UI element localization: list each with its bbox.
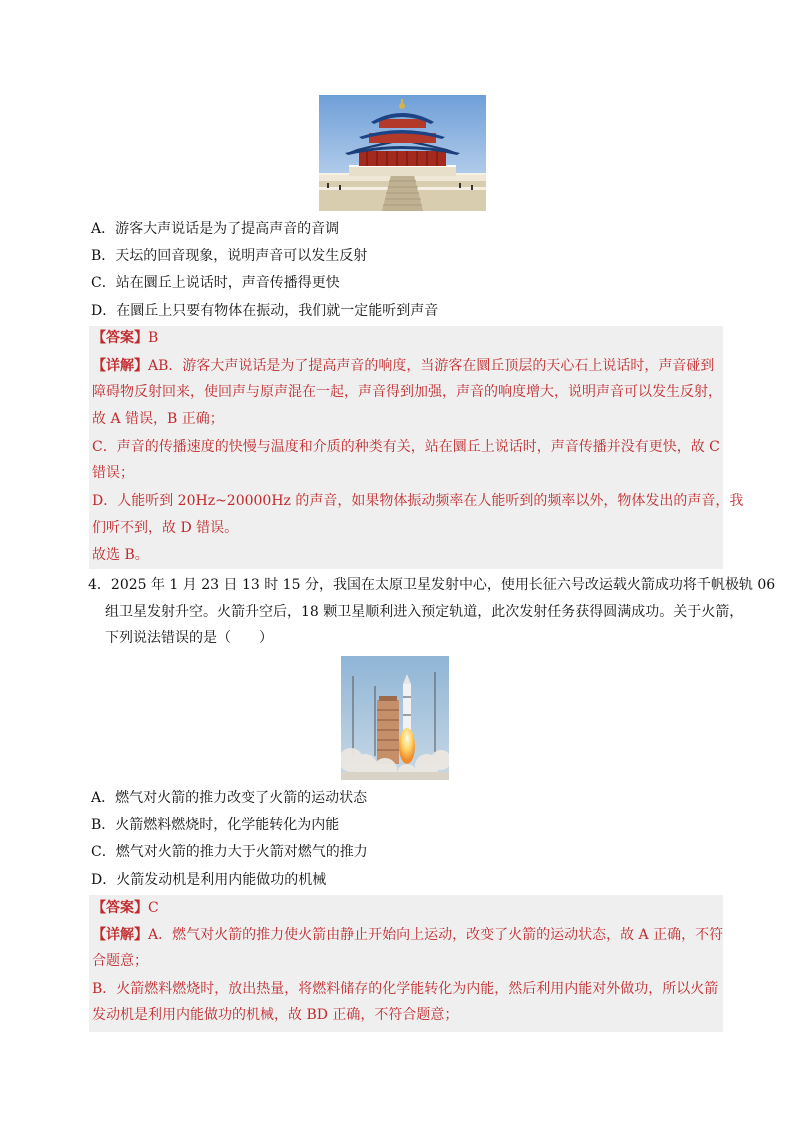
q3-answer-tag: 【答案】: [92, 330, 148, 346]
rocket-launch-photo: [341, 656, 449, 780]
q3-detail-line-2: 障碍物反射回来，使回声与原声混在一起，声音得到加强，声音的响度增大，说明声音可以发生反射，: [92, 384, 722, 400]
q3-detail-line-7: 们听不到，故 D 错误。: [92, 520, 239, 536]
q3-detail-line-6: D．人能听到 20Hz~20000Hz 的声音，如果物体振动频率在人能听到的频率以外，物体发出的声音，我: [92, 493, 744, 509]
q3-answer-value: B: [148, 330, 159, 346]
q3-detail-tag: 【详解】: [92, 358, 148, 374]
q3-answer-line: [92, 329, 158, 347]
q4-stem-line-2: 组卫星发射升空。火箭升空后，18 颗卫星顺利进入预定轨道，此次发射任务获得圆满成功。关于火箭，: [105, 604, 744, 620]
q4-option-d: D．火箭发动机是利用内能做功的机械: [91, 872, 327, 888]
q3-detail-line-1: [92, 357, 714, 375]
q3-option-b: B．天坛的回音现象，说明声音可以发生反射: [91, 248, 368, 264]
q3-detail-line-3: 故 A 错误，B 正确；: [92, 411, 224, 427]
q4-stem-line-3: 下列说法错误的是（ ）: [105, 630, 273, 646]
q4-detail-tag: 【详解】: [92, 927, 148, 943]
q3-option-d: D．在圜丘上只要有物体在振动，我们就一定能听到声音: [91, 303, 439, 319]
q4-detail-text-1: A．燃气对火箭的推力使火箭由静止开始向上运动，改变了火箭的运动状态，故 A 正确，不符: [148, 927, 724, 943]
q3-option-a: A．游客大声说话是为了提高声音的音调: [91, 221, 340, 237]
q4-answer-tag: 【答案】: [92, 900, 148, 916]
q4-answer-value: C: [148, 900, 159, 916]
q4-option-b: B．火箭燃料燃烧时，化学能转化为内能: [91, 817, 340, 833]
q4-detail-line-1: [92, 926, 723, 944]
q4-detail-line-4: 发动机是利用内能做功的机械，故 BD 正确，不符合题意；: [92, 1007, 459, 1023]
q3-detail-line-5: 错误；: [92, 465, 134, 481]
q4-option-c: C．燃气对火箭的推力大于火箭对燃气的推力: [91, 844, 368, 860]
q4-answer-box: [89, 895, 723, 1032]
q3-option-c: C．站在圜丘上说话时，声音传播得更快: [91, 275, 340, 291]
q3-detail-line-4: C．声音的传播速度的快慢与温度和介质的种类有关，站在圜丘上说话时，声音传播并没有更快，故 C: [92, 439, 720, 455]
temple-of-heaven-photo: [319, 95, 486, 211]
q4-answer-line: [92, 899, 159, 917]
q3-answer-box: [89, 326, 744, 569]
q4-detail-line-2: 合题意；: [92, 953, 148, 969]
q3-detail-text-1: AB．游客大声说话是为了提高声音的响度，当游客在圜丘顶层的天心石上说话时，声音碰到: [148, 358, 715, 374]
q4-detail-line-3: B．火箭燃料燃烧时，放出热量，将燃料储存的化学能转化为内能，然后利用内能对外做功，所以火箭: [92, 981, 719, 997]
q3-detail-line-8: 故选 B。: [92, 547, 149, 563]
q4-option-a: A．燃气对火箭的推力改变了火箭的运动状态: [91, 790, 368, 806]
q4-stem-line-1: 4．2025 年 1 月 23 日 13 时 15 分，我国在太原卫星发射中心，使用长征六号改运载火箭成功将千帆极轨 06: [88, 577, 776, 593]
